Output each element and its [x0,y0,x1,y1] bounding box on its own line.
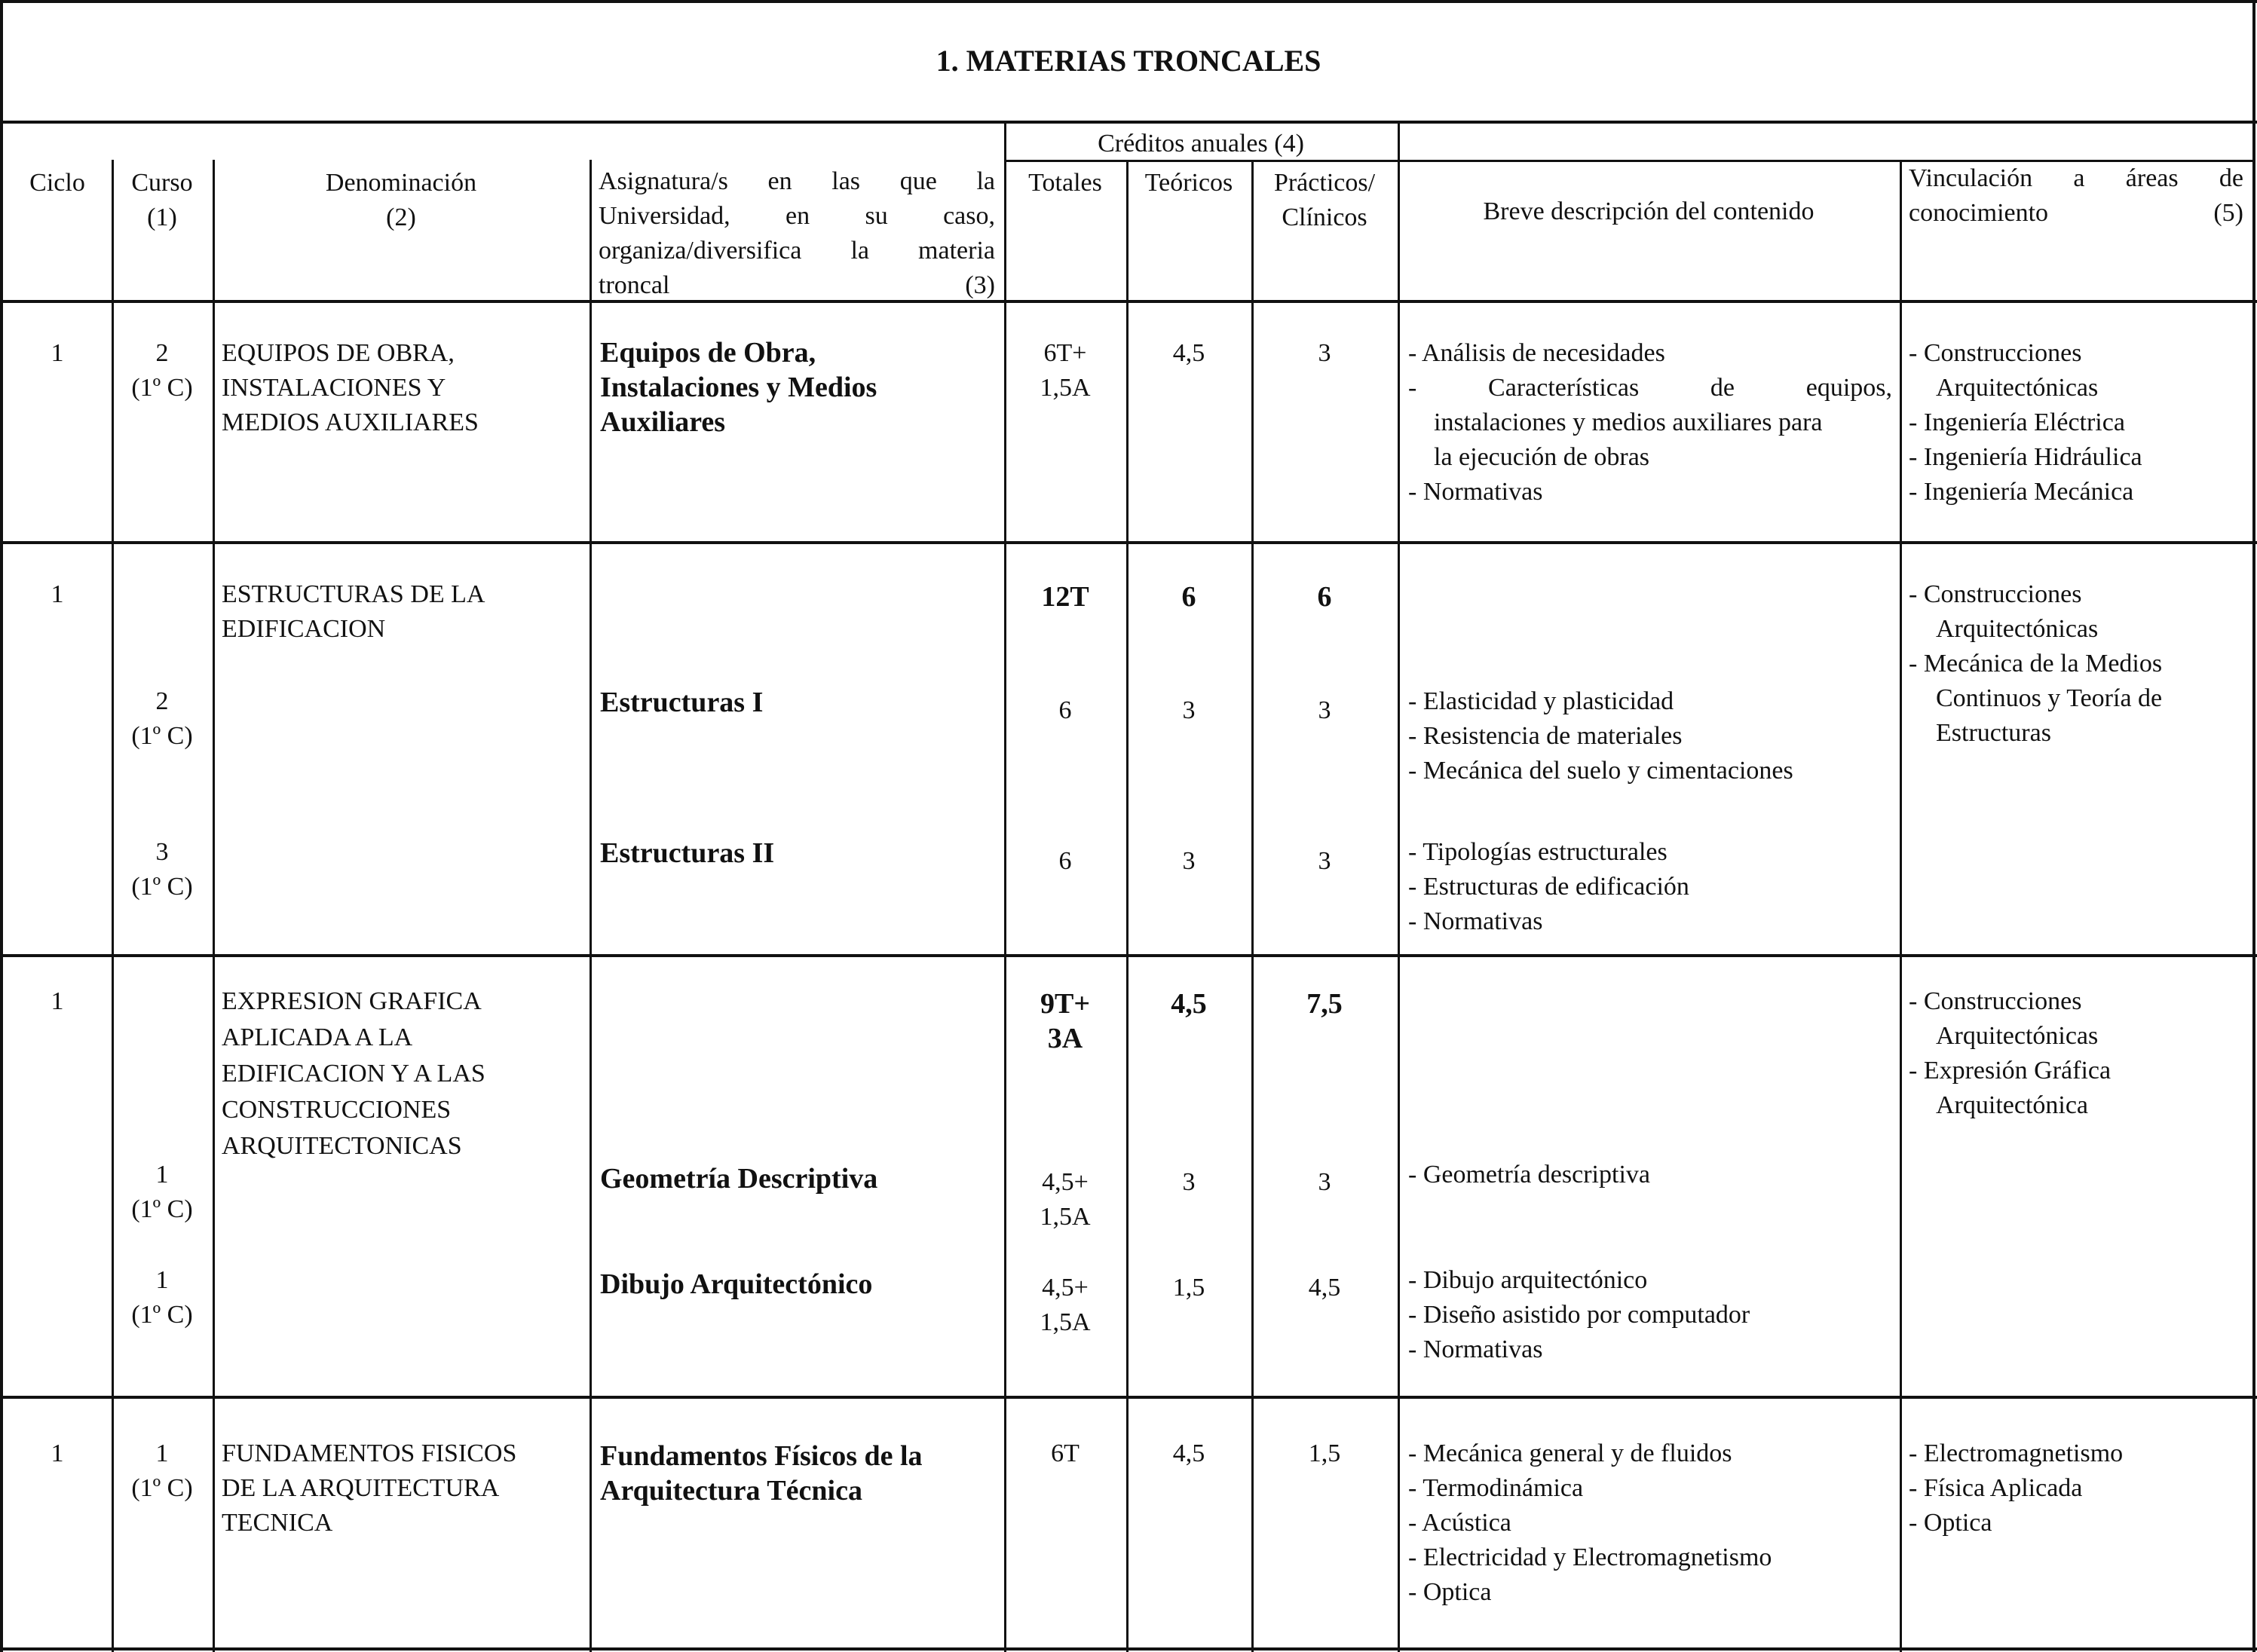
vinculacion-cell: - Mecánica de la Medios [1909,650,2163,678]
descripcion-cell: - Mecánica general y de fluidos [1408,1439,1732,1467]
column-rule [1398,124,1400,1652]
subject-totales-cell: 1,5A [1040,1203,1091,1231]
subject-descripcion-cell: - Normativas [1408,1335,1543,1363]
ciclo-cell: 1 [51,987,64,1015]
denominacion-cell: TECNICA [222,1509,333,1537]
vinculacion-cell: - Construcciones [1909,580,2082,608]
table-left-border [0,0,3,1652]
subject-descripcion-cell: - Diseño asistido por computador [1408,1301,1750,1329]
subject-teoricos-cell: 3 [1182,696,1196,724]
denominacion-cell: ESTRUCTURAS DE LA [222,580,485,608]
denominacion-cell: APLICADA A LA [222,1023,413,1051]
subject-totales-cell: 6 [1058,847,1072,875]
row-rule [0,541,2257,544]
descripcion-cell: instalaciones y medios auxiliares para [1434,408,1823,436]
table-bottom-border [0,1647,2257,1650]
column-rule [1251,160,1254,1652]
practicos-cell: 1,5 [1308,1439,1341,1467]
subject-curso-cell: 3 [155,838,169,866]
curso-cell: (1º C) [131,374,193,402]
totales-header: Totales [1028,169,1102,197]
descripcion-cell: - Optica [1408,1578,1492,1606]
vinculacion-cell: - Ingeniería Hidráulica [1909,443,2142,471]
teoricos-cell: 6 [1181,581,1196,613]
subject-descripcion-cell: - Geometría descriptiva [1408,1161,1650,1189]
vinculacion-cell: - Electromagnetismo [1909,1439,2124,1467]
practicos-cell: 7,5 [1306,988,1343,1020]
subject-descripcion-cell: - Resistencia de materiales [1408,722,1683,750]
subject-descripcion-cell: - Mecánica del suelo y cimentaciones [1408,757,1793,785]
denominacion-cell: FUNDAMENTOS FISICOS [222,1439,517,1467]
ciclo-header: Ciclo [29,169,85,197]
subject-curso-cell: 1 [155,1161,169,1189]
page-title: 1. MATERIAS TRONCALES [936,44,1321,78]
column-rule [213,160,215,1652]
asignatura-header: Asignatura/s en las que la [599,167,995,195]
vinculacion-cell: - Construcciones [1909,339,2082,367]
vinculacion-cell: Continuos y Teoría de [1936,684,2163,712]
totales-cell: 6T [1051,1439,1080,1467]
row-rule [0,1396,2257,1399]
practicos-cell: 6 [1317,581,1332,613]
vinculacion-cell: Arquitectónicas [1936,374,2099,402]
subject-descripcion-cell: - Dibujo arquitectónico [1408,1266,1648,1294]
subject-asignatura-cell: Estructuras I [600,687,764,718]
practicos-header: Clínicos [1282,203,1367,231]
ciclo-cell: 1 [51,580,64,608]
practicos-header: Prácticos/ [1273,169,1376,197]
descripcion-cell: - Electricidad y Electromagnetismo [1408,1543,1772,1571]
descripcion-cell: - Termodinámica [1408,1474,1584,1502]
subject-teoricos-cell: 3 [1182,1168,1196,1196]
title-box-bottom [0,121,2257,124]
denominacion-header: Denominación [325,169,477,197]
subject-curso-cell: 1 [155,1266,169,1294]
subject-curso-cell: (1º C) [131,1301,193,1329]
subject-curso-cell: (1º C) [131,1195,193,1223]
column-rule [1126,160,1128,1652]
vinculacion-cell: - Ingeniería Mecánica [1909,478,2134,506]
denominacion-cell: ARQUITECTONICAS [222,1132,462,1160]
denominacion-cell: EXPRESION GRAFICA [222,987,482,1015]
asignatura-cell: Arquitectura Técnica [600,1475,862,1507]
subject-curso-cell: 2 [155,687,169,715]
subject-descripcion-cell: - Elasticidad y plasticidad [1408,687,1674,715]
denominacion-cell: INSTALACIONES Y [222,374,446,402]
vinculacion-cell: - Expresión Gráfica [1909,1057,2112,1085]
descripcion-cell: - Análisis de necesidades [1408,339,1665,367]
curso-cell: 2 [155,339,169,367]
vinculacion-cell: - Física Aplicada [1909,1474,2083,1502]
column-rule [590,160,592,1652]
denominacion-cell: MEDIOS AUXILIARES [222,408,479,436]
curso-header: Curso [131,169,193,197]
subject-asignatura-cell: Estructuras II [600,837,775,869]
curso-cell: (1º C) [131,1474,193,1502]
vinculacion-cell: Arquitectónicas [1936,1022,2099,1050]
vinculacion-header: Vinculación a áreas de [1909,164,2243,192]
subject-totales-cell: 6 [1058,696,1072,724]
denominacion-header: (2) [386,203,416,231]
subject-totales-cell: 4,5+ [1042,1274,1089,1302]
row-rule [0,954,2257,957]
subject-curso-cell: (1º C) [131,873,193,901]
vinculacion-cell: Arquitectónica [1936,1091,2089,1119]
asignatura-header: Universidad, en su caso, [599,202,995,230]
descripcion-header: Breve descripción del contenido [1483,197,1814,225]
asignatura-header: organiza/diversifica la materia [599,237,995,265]
descripcion-cell: - Características de equipos, [1408,374,1892,402]
column-rule [1900,160,1902,1652]
totales-cell: 12T [1041,581,1089,613]
denominacion-cell: CONSTRUCCIONES [222,1096,452,1124]
subject-teoricos-cell: 1,5 [1172,1274,1205,1302]
asignatura-cell: Fundamentos Físicos de la [600,1440,923,1472]
subject-practicos-cell: 3 [1318,1168,1331,1196]
subject-curso-cell: (1º C) [131,722,193,750]
totales-cell: 6T+ [1043,339,1087,367]
subject-totales-cell: 1,5A [1040,1308,1091,1336]
vinculacion-cell: - Construcciones [1909,987,2082,1015]
asignatura-cell: Instalaciones y Medios [600,372,877,403]
subject-descripcion-cell: - Normativas [1408,907,1543,935]
denominacion-cell: EDIFICACION [222,615,386,643]
vinculacion-cell: Estructuras [1936,719,2051,747]
teoricos-cell: 4,5 [1172,339,1205,367]
creditos-header: Créditos anuales (4) [1098,130,1304,158]
title-box-top [0,0,2257,3]
teoricos-header: Teóricos [1144,169,1233,197]
descripcion-cell: la ejecución de obras [1434,443,1650,471]
subject-practicos-cell: 3 [1318,696,1331,724]
subject-practicos-cell: 3 [1318,847,1331,875]
vinculacion-cell: - Optica [1909,1509,1992,1537]
totales-cell: 1,5A [1040,374,1091,402]
table-right-border [2252,0,2255,1652]
curso-cell: 1 [155,1439,169,1467]
ciclo-cell: 1 [51,1439,64,1467]
subject-descripcion-cell: - Estructuras de edificación [1408,873,1689,901]
header-bottom-rule [0,300,2257,303]
ciclo-cell: 1 [51,339,64,367]
subject-asignatura-cell: Dibujo Arquitectónico [600,1268,873,1300]
descripcion-cell: - Normativas [1408,478,1543,506]
subject-practicos-cell: 4,5 [1308,1274,1341,1302]
asignatura-header: troncal (3) [599,271,995,299]
subject-asignatura-cell: Geometría Descriptiva [600,1163,878,1195]
teoricos-cell: 4,5 [1171,988,1207,1020]
totales-cell: 3A [1047,1023,1083,1054]
descripcion-cell: - Acústica [1408,1509,1511,1537]
subject-teoricos-cell: 3 [1182,847,1196,875]
totales-cell: 9T+ [1040,988,1090,1020]
denominacion-cell: EQUIPOS DE OBRA, [222,339,455,367]
vinculacion-cell: Arquitectónicas [1936,615,2099,643]
asignatura-cell: Equipos de Obra, [600,337,816,369]
subject-totales-cell: 4,5+ [1042,1168,1089,1196]
practicos-cell: 3 [1318,339,1331,367]
denominacion-cell: EDIFICACION Y A LAS [222,1060,485,1088]
teoricos-cell: 4,5 [1172,1439,1205,1467]
subject-descripcion-cell: - Tipologías estructurales [1408,838,1667,866]
vinculacion-header: conocimiento (5) [1909,199,2243,227]
vinculacion-cell: - Ingeniería Eléctrica [1909,408,2125,436]
curso-header: (1) [147,203,177,231]
denominacion-cell: DE LA ARQUITECTURA [222,1474,500,1502]
asignatura-cell: Auxiliares [600,406,726,438]
